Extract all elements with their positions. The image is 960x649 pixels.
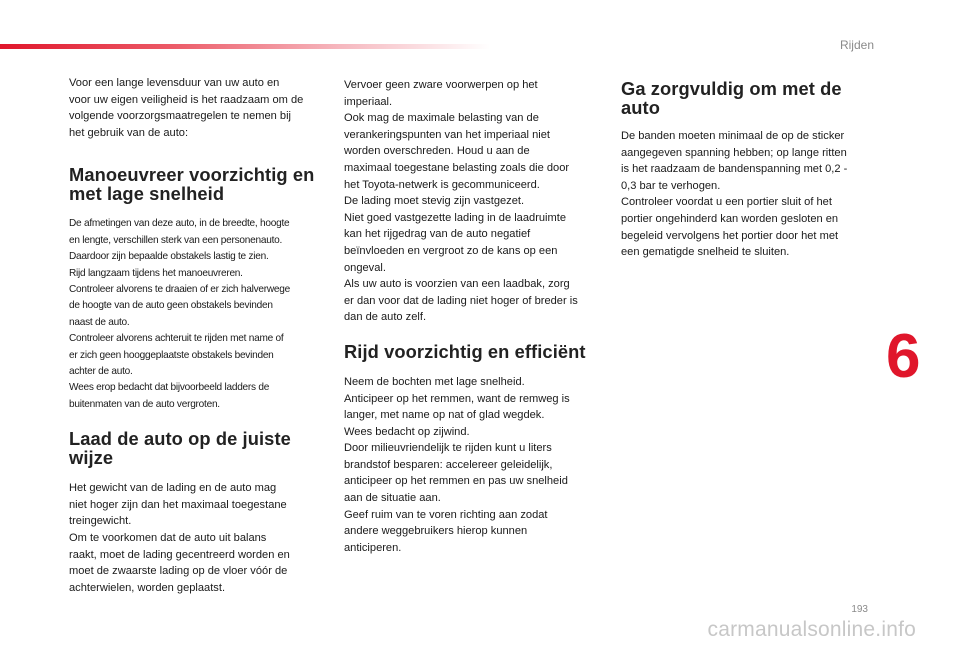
loading-paragraph: Het gewicht van de lading en de auto mag niet hoger zijn dan het maximaal toegestane treingewicht. Om te voorkomen dat de auto uit balans raakt, moet de lading gecentreerd worden en moet de zwaarste lading op de vloer vóór de achterwielen, worden geplaatst. [69, 482, 290, 594]
intro-paragraph: Voor een lange levensduur van uw auto en voor uw eigen veiligheid is het raadzaam om de volgende voorzorgsmaatregelen te nemen bij het gebruik van de auto: [69, 77, 304, 139]
heading-loading: Laad de auto op de juiste wijze [69, 428, 291, 469]
chapter-number: 6 [886, 322, 921, 391]
heading-drive-carefully: Rijd voorzichtig en efficiënt [344, 340, 586, 362]
column-right [621, 77, 871, 261]
column-middle [344, 77, 602, 556]
roof-load-paragraph: Vervoer geen zware voorwerpen op het imperiaal. Ook mag de maximale belasting van de verankeringspunten van het imperiaal niet worden overschreden. Houd u aan de maximaal toegestane belasting zoals die door het Toyota-netwerk is gecommuniceerd. De lading moet stevig zijn vastgezet. Niet goed vastgezette lading in de laadruimte kan het rijgedrag van de auto negatief beïnvloeden en vergroot zo de kans op een ongeval. Als uw auto is voorzien van een laadbak, zorg er dan voor dat de lading niet hoger of breder is dan de auto zelf. [344, 79, 578, 324]
header-accent-bar [0, 44, 490, 49]
manoeuvre-paragraph: De afmetingen van deze auto, in de breedte, hoogte en lengte, verschillen sterk van een personenauto. Daardoor zijn bepaalde obstakels lastig te zien. Rijd langzaam tijdens het manoeuvreren. Controleer alvorens te draaien of er zich halverwege de hoogte van de auto geen obstakels bevinden naast de auto. Controleer alvorens achteruit te rijden met name of er zich geen hooggeplaatste obstakels bevinden achter de auto. Wees erop bedacht dat bijvoorbeeld ladders de buitenmaten van de auto vergroten. [69, 218, 290, 410]
watermark-text: carmanualsonline.info [707, 618, 916, 641]
section-title: Rijden [839, 38, 874, 52]
drive-carefully-paragraph: Neem de bochten met lage snelheid. Anticipeer op het remmen, want de remweg is langer, met name op nat of glad wegdek. Wees bedacht op zijwind. Door milieuvriendelijk te rijden kunt u liters brandstof besparen: accelereer geleidelijk, anticipeer op het remmen en pas uw snelheid aan de situatie aan. Geef ruim van te voren richting aan zodat andere weggebruikers hierop kunnen anticiperen. [344, 375, 570, 554]
column-left [69, 75, 325, 596]
heading-manoeuvre: Manoeuvreer voorzichtig en met lage snelheid [69, 164, 315, 205]
page-number: 193 [851, 604, 868, 615]
heading-vehicle-care: Ga zorgvuldig om met de auto [621, 78, 842, 118]
vehicle-care-paragraph: De banden moeten minimaal de op de sticker aangegeven spanning hebben; op lange ritten is het raadzaam de bandenspanning met 0,2 - 0,3 bar te verhogen. Controleer voordat u een portier sluit of het portier ongehinderd kan worden gesloten en begeleid vervolgens het portier door het met een gematigde snelheid te sluiten. [621, 130, 848, 259]
